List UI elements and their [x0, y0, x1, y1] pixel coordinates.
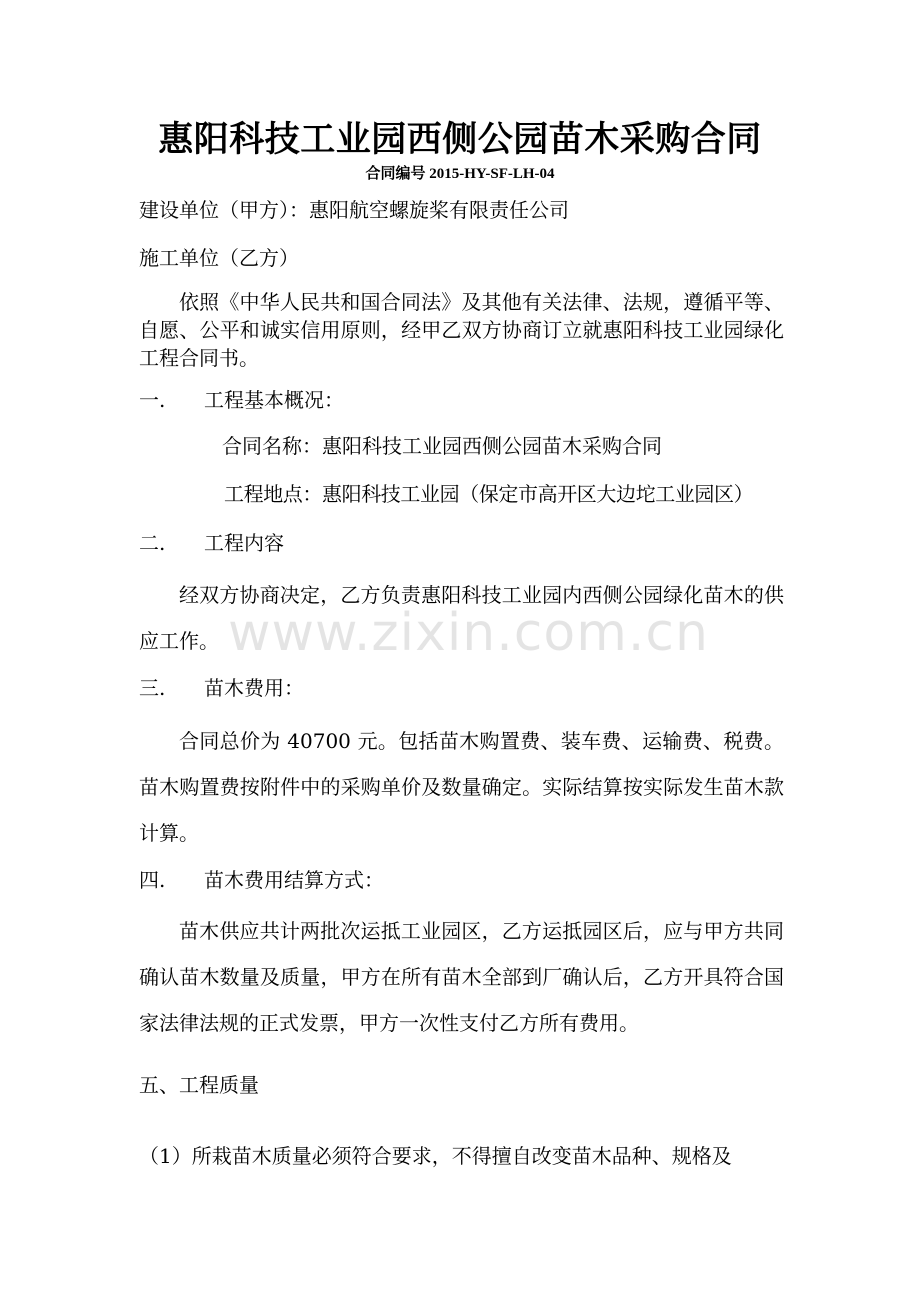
section-2-number: 二. [139, 531, 166, 555]
party-b-line: 施工单位（乙方） [139, 246, 299, 270]
section-4-number: 四. [139, 868, 166, 892]
section-4-heading: 苗木费用结算方式： [204, 868, 384, 892]
content-paragraph: 经双方协商决定，乙方负责惠阳科技工业园内西侧公园绿化苗木的供应工作。 [139, 583, 784, 653]
section-3-heading: 苗木费用： [204, 676, 304, 700]
section-5-heading: 五、工程质量 [139, 1073, 259, 1097]
section-1-heading: 工程基本概况： [204, 388, 344, 412]
section-2-heading: 工程内容 [204, 531, 284, 555]
project-location-line: 工程地点：惠阳科技工业园（保定市高开区大边坨工业园区） [224, 482, 754, 506]
site-watermark: www.zixin.com.cn [228, 603, 709, 663]
contract-number: 合同编号 2015-HY-SF-LH-04 [365, 166, 555, 182]
settlement-paragraph: 苗木供应共计两批次运抵工业园区，乙方运抵园区后，应与甲方共同确认苗木数量及质量，甲方在所有苗木全部到厂确认后，乙方开具符合国家法律法规的正式发票，甲方一次性支付乙方所有费用。 [139, 919, 784, 1035]
section-3-number: 三. [139, 676, 166, 700]
intro-paragraph: 依照《中华人民共和国合同法》及其他有关法律、法规，遵循平等、自愿、公平和诚实信用原则，经甲乙双方协商订立就惠阳科技工业园绿化工程合同书。 [139, 290, 784, 370]
quality-item-1: （1）所栽苗木质量必须符合要求，不得擅自改变苗木品种、规格及 [139, 1144, 732, 1168]
section-1-number: 一. [139, 388, 166, 412]
party-a-line: 建设单位（甲方）：惠阳航空螺旋桨有限责任公司 [139, 198, 569, 222]
contract-name-line: 合同名称：惠阳科技工业园西侧公园苗木采购合同 [222, 434, 662, 458]
fee-paragraph: 合同总价为 40700 元。包括苗木购置费、装车费、运输费、税费。苗木购置费按附件中的采购单价及数量确定。实际结算按实际发生苗木款计算。 [139, 729, 784, 845]
contract-title: 惠阳科技工业园西侧公园苗木采购合同 [158, 120, 762, 160]
